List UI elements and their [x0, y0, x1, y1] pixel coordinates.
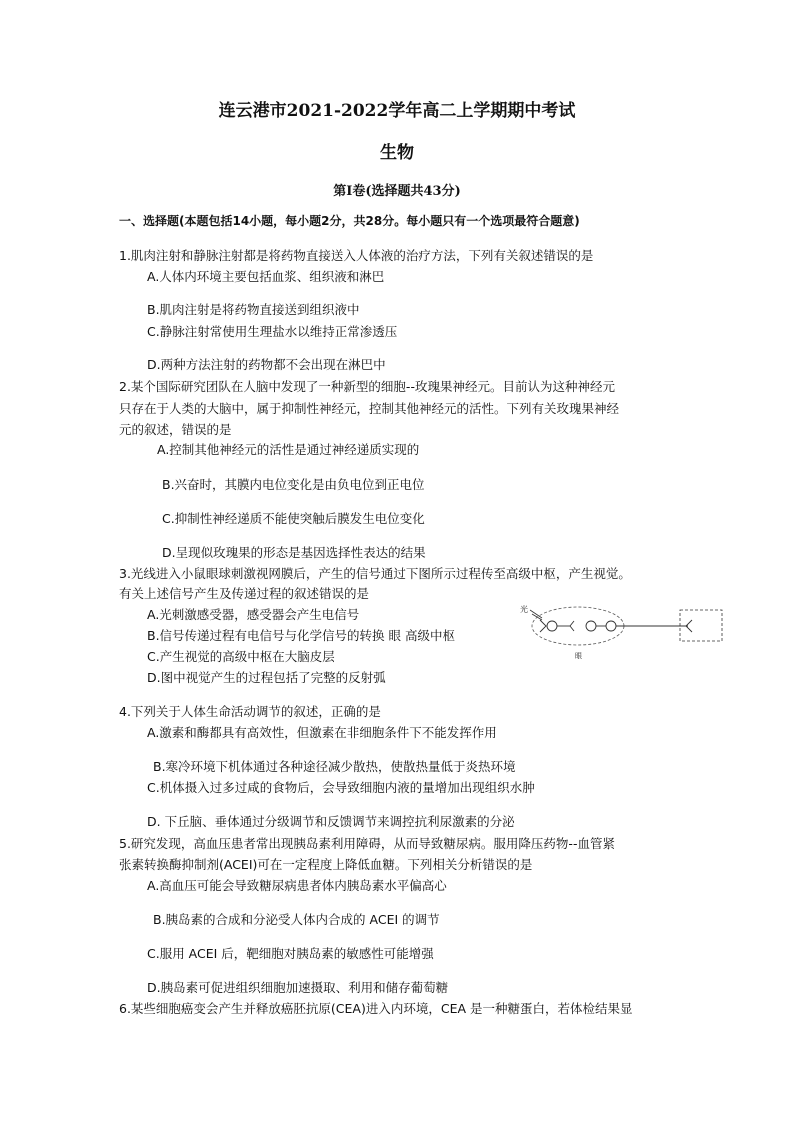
part-title: 第I卷(选择题共43分) [333, 184, 461, 199]
neuron-cell-icon [586, 621, 596, 631]
q6-stem: 6.某些细胞癌变会产生并释放癌胚抗原(CEA)进入内环境，CEA 是一种糖蛋白，若体检结果显 [119, 1001, 633, 1016]
subject-title: 生物 [380, 143, 414, 163]
diagram-light-label: 光 [520, 605, 528, 614]
neuron-cell-icon [547, 621, 557, 631]
q2-option-b: B.兴奋时，其膜内电位变化是由负电位到正电位 [162, 477, 425, 492]
q3-stem-line2: 有关上述信号产生及传递过程的叙述错误的是 [119, 586, 370, 601]
q1-option-c: C.静脉注射常使用生理盐水以维持正常渗透压 [147, 324, 398, 339]
q1-stem: 1.肌肉注射和静脉注射都是将药物直接送入人体液的治疗方法，下列有关叙述错误的是 [119, 248, 594, 263]
q4-stem: 4.下列关于人体生命活动调节的叙述，正确的是 [119, 704, 381, 719]
q2-option-a: A.控制其他神经元的活性是通过神经递质实现的 [157, 442, 420, 457]
q2-stem-line1: 2.某个国际研究团队在人脑中发现了一种新型的细胞--玫瑰果神经元。目前认为这种神经元 [119, 379, 615, 394]
q1-option-d: D.两种方法注射的药物都不会出现在淋巴中 [147, 357, 386, 372]
q5-option-a: A.高血压可能会导致糖尿病患者体内胰岛素水平偏高心 [147, 878, 447, 893]
q5-stem-line1: 5.研究发现，高血压患者常出现胰岛素利用障碍，从而导致糖尿病。服用降压药物--血管紧 [119, 836, 615, 851]
q4-option-c: C.机体摄入过多过咸的食物后，会导致细胞内液的量增加出现组织水肿 [147, 780, 535, 795]
q2-stem-line2: 只存在于人类的大脑中，属于抑制性神经元，控制其他神经元的活性。下列有关玫瑰果神经 [119, 401, 620, 416]
q3-option-c: C.产生视觉的高级中枢在大脑皮层 [147, 649, 335, 664]
q5-option-c: C.服用 ACEI 后，靶细胞对胰岛素的敏感性可能增强 [147, 946, 434, 961]
q4-option-a: A.激素和酶都具有高效性，但激素在非细胞条件下不能发挥作用 [147, 725, 497, 740]
q4-option-d: D. 下丘脑、垂体通过分级调节和反馈调节来调控抗利尿激素的分泌 [147, 814, 515, 829]
q5-option-d: D.胰岛素可促进组织细胞加速摄取、利用和储存葡萄糖 [147, 980, 449, 995]
q1-option-a: A.人体内环境主要包括血浆、组织液和淋巴 [147, 269, 385, 284]
q3-option-a: A.光刺激感受器，感受器会产生电信号 [147, 607, 360, 622]
q3-option-d: D.图中视觉产生的过程包括了完整的反射弧 [147, 670, 386, 685]
synapse-mark [570, 621, 574, 631]
q3-stem-line1: 3.光线进入小鼠眼球刺激视网膜后，产生的信号通过下图所示过程传至高级中枢，产生视觉。 [119, 566, 631, 581]
q4-option-b: B.寒冷环境下机体通过各种途径减少散热，使散热量低于炎热环境 [153, 759, 516, 774]
q2-option-d: D.呈现似玫瑰果的形态是基因选择性表达的结果 [162, 545, 426, 560]
section-heading: 一、选择题(本题包括14小题，每小题2分，共28分。每小题只有一个选项最符合题意) [119, 214, 580, 228]
receptor-mark [540, 620, 546, 632]
q2-option-c: C.抑制性神经递质不能使突触后膜发生电位变化 [162, 511, 425, 526]
neuron-cell-icon [606, 621, 616, 631]
q5-option-b: B.胰岛素的合成和分泌受人体内合成的 ACEI 的调节 [153, 912, 440, 927]
q5-stem-line2: 张素转换酶抑制剂(ACEI)可在一定程度上降低血糖。下列相关分析错误的是 [119, 857, 533, 872]
q1-option-b: B.肌肉注射是将药物直接送到组织液中 [147, 302, 360, 317]
visual-pathway-diagram [520, 598, 725, 664]
q3-option-b: B.信号传递过程有电信号与化学信号的转换 眼 高级中枢 [147, 628, 455, 643]
exam-title: 连云港市2021-2022学年高二上学期期中考试 [218, 101, 576, 121]
q2-stem-line3: 元的叙述，错误的是 [119, 422, 232, 437]
diagram-eye-label: 眼 [575, 652, 582, 660]
